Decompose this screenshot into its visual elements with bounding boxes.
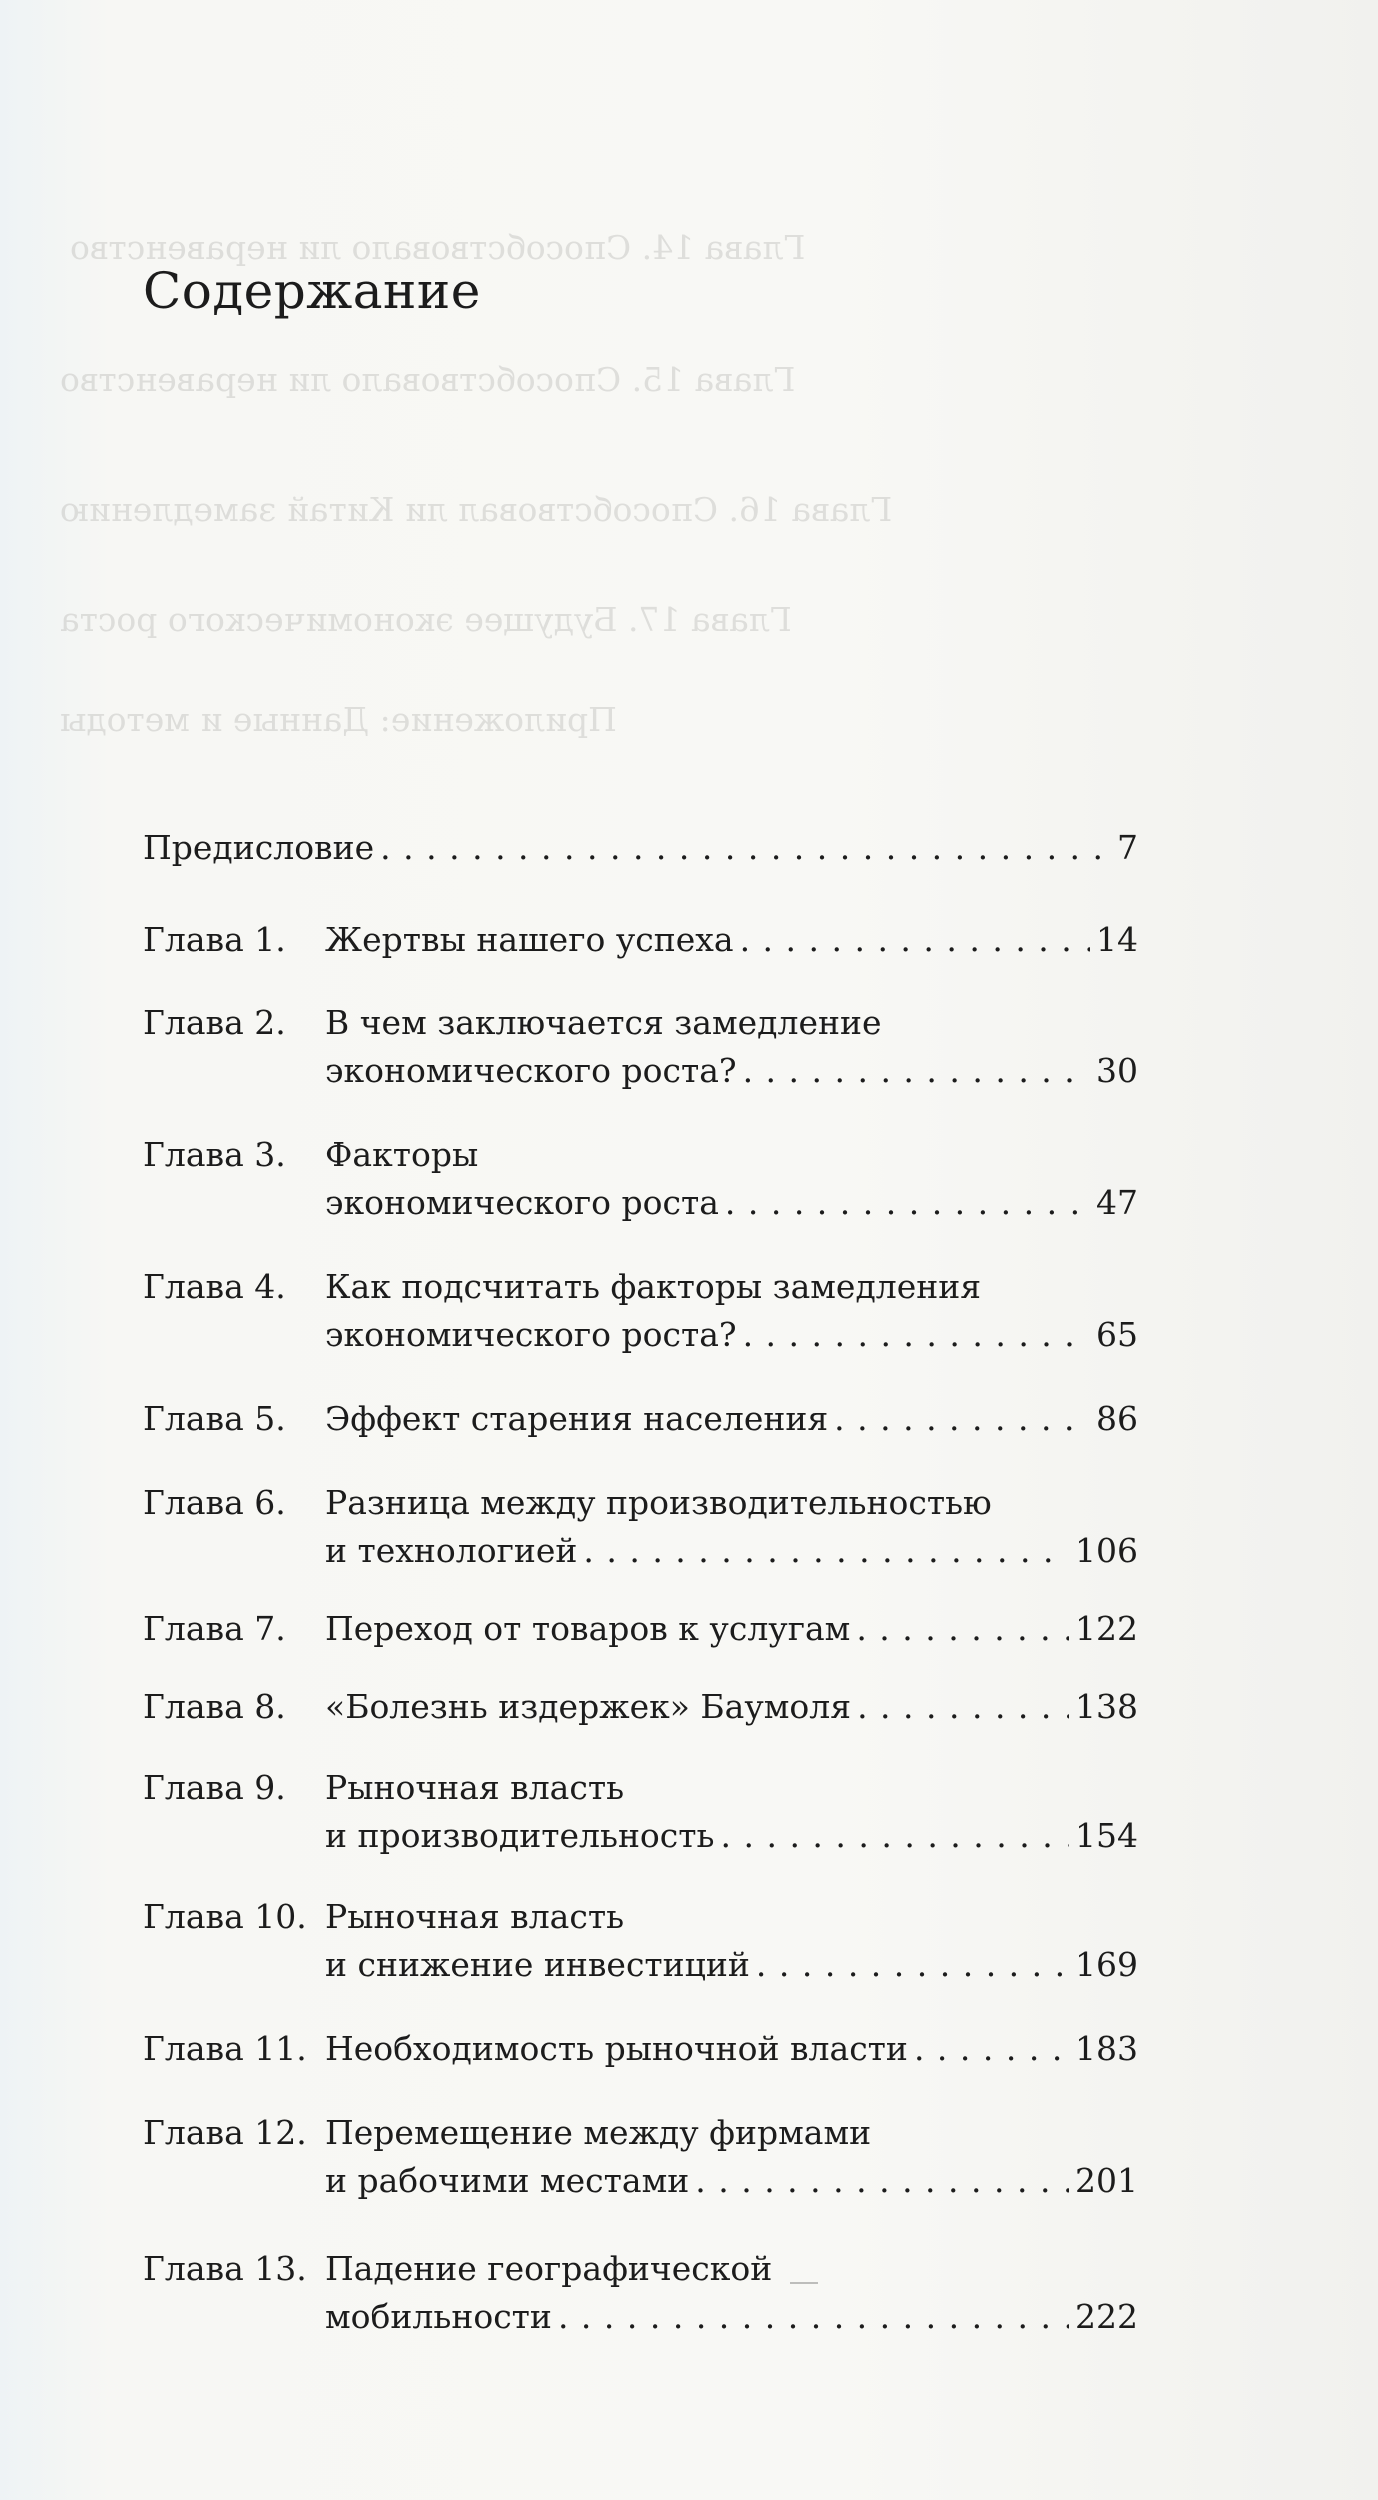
toc-entry[interactable]: [143, 1479, 1138, 1575]
toc-line: [325, 1263, 1138, 1311]
page-number: 65: [1096, 1315, 1138, 1354]
toc-entry-body: [325, 2109, 1138, 2205]
page-number: 106: [1075, 1531, 1138, 1570]
chapter-title-line: Эффект старения населения: [325, 1399, 829, 1438]
toc-entry-body: [325, 1395, 1138, 1443]
toc-entry-body: [325, 916, 1138, 964]
toc-entry-body: [325, 1131, 1138, 1227]
toc-line: [325, 1131, 1138, 1179]
toc-entry-body: [325, 999, 1138, 1095]
dot-leader: [743, 1047, 1090, 1095]
chapter-label: Глава 2.: [143, 1003, 286, 1042]
dot-leader: [914, 2025, 1069, 2073]
chapter-title-line: экономического роста?: [325, 1051, 737, 1090]
chapter-label: Глава 13.: [143, 2249, 307, 2288]
chapter-title-line: Как подсчитать факторы замедления: [325, 1267, 982, 1306]
page-title: Содержание: [143, 261, 481, 320]
chapter-label: Глава 4.: [143, 1267, 286, 1306]
page-number: 138: [1075, 1687, 1138, 1726]
toc-entry[interactable]: [143, 1605, 1138, 1653]
toc-entry-body: [325, 1764, 1138, 1860]
toc-line: [325, 2245, 1138, 2293]
page-number: 30: [1096, 1051, 1138, 1090]
toc-line: [325, 1311, 1138, 1359]
page-number: 7: [1117, 828, 1138, 867]
toc-line: [325, 1179, 1138, 1227]
chapter-label: Глава 7.: [143, 1609, 286, 1648]
chapter-title-line: мобильности: [325, 2297, 552, 2336]
toc-line: [325, 1479, 1138, 1527]
page-number: 222: [1075, 2297, 1138, 2336]
dot-leader: [583, 1527, 1069, 1575]
toc-entry[interactable]: [143, 999, 1138, 1095]
chapter-title-line: и производительность: [325, 1816, 715, 1855]
dot-leader: [558, 2293, 1069, 2341]
chapter-title-line: Падение географической: [325, 2249, 773, 2288]
chapter-title-line: Необходимость рыночной власти: [325, 2029, 908, 2068]
page-number: 201: [1075, 2161, 1138, 2200]
toc-entry[interactable]: [143, 1764, 1138, 1860]
chapter-label: Глава 12.: [143, 2113, 307, 2152]
dot-leader: [380, 824, 1111, 872]
chapter-title-line: экономического роста?: [325, 1315, 737, 1354]
page-number: 47: [1096, 1183, 1138, 1222]
toc-line: [325, 1941, 1138, 1989]
toc-line: [325, 1047, 1138, 1095]
chapter-label: Глава 3.: [143, 1135, 286, 1174]
toc-entry-body: [143, 824, 1138, 872]
chapter-title-line: Предисловие: [143, 828, 375, 867]
toc-line: [325, 999, 1138, 1047]
toc-entry[interactable]: [143, 2109, 1138, 2205]
show-through-text: Приложение: Данные и методы: [60, 700, 617, 739]
toc-entry-body: [325, 2025, 1138, 2073]
toc-entry[interactable]: [143, 1131, 1138, 1227]
dot-leader: [857, 1683, 1069, 1731]
dot-leader: [743, 1311, 1090, 1359]
page-number: 14: [1096, 920, 1138, 959]
chapter-label: Глава 1.: [143, 920, 286, 959]
toc-line: [325, 1683, 1138, 1731]
chapter-label: Глава 10.: [143, 1897, 307, 1936]
show-through-text: Глава 14. Способствовало ли неравенство: [70, 228, 806, 267]
toc-line: [143, 824, 1138, 872]
page-number: 183: [1075, 2029, 1138, 2068]
dot-leader: [725, 1179, 1090, 1227]
toc-entry-body: [325, 1605, 1138, 1653]
chapter-label: Глава 5.: [143, 1399, 286, 1438]
chapter-title-line: Рыночная власть: [325, 1897, 625, 1936]
toc-entry[interactable]: [143, 1263, 1138, 1359]
toc-line: [325, 2293, 1138, 2341]
toc-line: [325, 2025, 1138, 2073]
chapter-title-line: Факторы: [325, 1135, 479, 1174]
toc-entry[interactable]: [143, 916, 1138, 964]
show-through-text: Глава 16. Способствовал ли Китай замедлению: [60, 490, 893, 529]
toc-line: [325, 2109, 1138, 2157]
dot-leader: [695, 2157, 1069, 2205]
toc-entry[interactable]: [143, 2025, 1138, 2073]
toc-line: [325, 916, 1138, 964]
toc-entry-body: [325, 1893, 1138, 1989]
chapter-label: Глава 8.: [143, 1687, 286, 1726]
page-number: 169: [1075, 1945, 1138, 1984]
dot-leader: [856, 1605, 1069, 1653]
page-number: 122: [1075, 1609, 1138, 1648]
chapter-label: Глава 11.: [143, 2029, 307, 2068]
chapter-title-line: экономического роста: [325, 1183, 719, 1222]
toc-line: [325, 1764, 1138, 1812]
show-through-text: Глава 17. Будущее экономического роста: [60, 600, 792, 639]
dot-leader: [756, 1941, 1069, 1989]
chapter-label: Глава 9.: [143, 1768, 286, 1807]
toc-line: [325, 1812, 1138, 1860]
chapter-title-line: В чем заключается замедление: [325, 1003, 882, 1042]
toc-entry-body: [325, 2245, 1138, 2341]
chapter-label: Глава 6.: [143, 1483, 286, 1522]
toc-entry[interactable]: [143, 1683, 1138, 1731]
table-of-contents: [143, 790, 1138, 2341]
toc-entry[interactable]: [143, 1893, 1138, 1989]
toc-line: [325, 1605, 1138, 1653]
toc-line: [325, 2157, 1138, 2205]
chapter-title-line: Перемещение между фирмами: [325, 2113, 872, 2152]
toc-line: [325, 1527, 1138, 1575]
chapter-title-line: и технологией: [325, 1531, 578, 1570]
page-number: 86: [1096, 1399, 1138, 1438]
toc-entry-body: [325, 1479, 1138, 1575]
toc-entry[interactable]: [143, 2245, 1138, 2341]
toc-entry[interactable]: [143, 1395, 1138, 1443]
page-number: 154: [1075, 1816, 1138, 1855]
toc-entry-body: [325, 1683, 1138, 1731]
dot-leader: [740, 916, 1090, 964]
chapter-title-line: Рыночная власть: [325, 1768, 625, 1807]
chapter-title-line: «Болезнь издержек» Баумоля: [325, 1687, 852, 1726]
toc-entry[interactable]: [143, 824, 1138, 872]
chapter-title-line: Разница между производительностью: [325, 1483, 992, 1522]
toc-line: [325, 1893, 1138, 1941]
footer-mark: [790, 2282, 818, 2284]
chapter-title-line: Жертвы нашего успеха: [325, 920, 734, 959]
dot-leader: [834, 1395, 1090, 1443]
dot-leader: [721, 1812, 1069, 1860]
toc-entry-body: [325, 1263, 1138, 1359]
toc-line: [325, 1395, 1138, 1443]
chapter-title-line: Переход от товаров к услугам: [325, 1609, 851, 1648]
chapter-title-line: и рабочими местами: [325, 2161, 690, 2200]
show-through-text: Глава 15. Способствовало ли неравенство: [60, 360, 796, 399]
chapter-title-line: и снижение инвестиций: [325, 1945, 750, 1984]
